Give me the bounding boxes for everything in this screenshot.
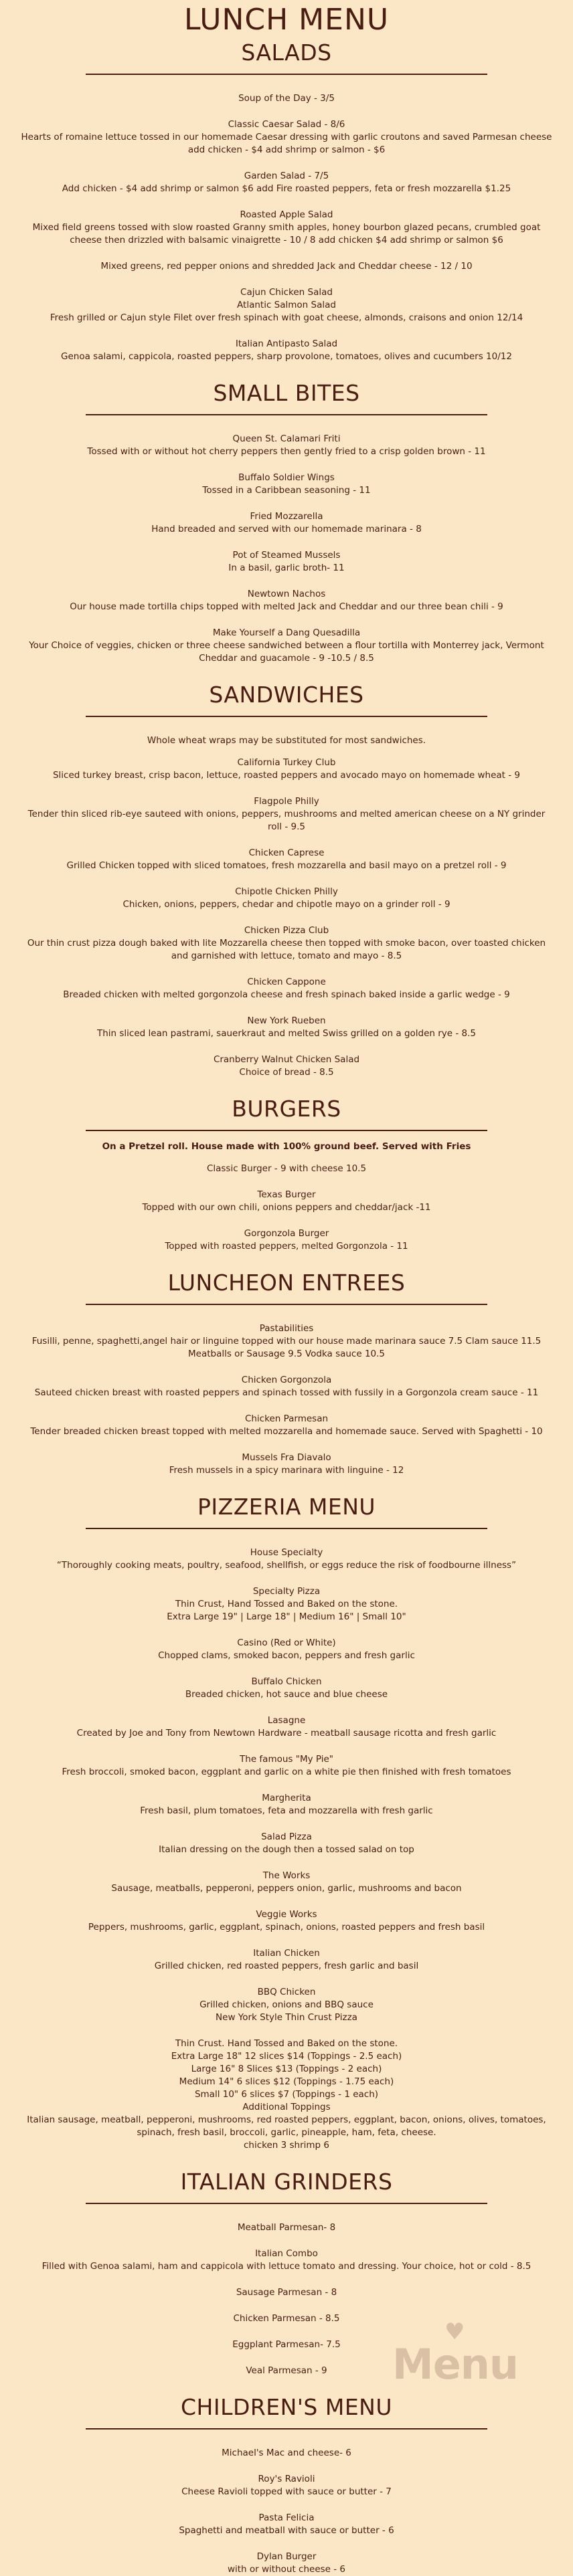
menu-item-description: Peppers, mushrooms, garlic, eggplant, spinach, onions, roasted peppers and fresh basil	[88, 1922, 485, 1933]
menu-item-name: Chicken Parmesan	[244, 1413, 329, 1424]
menu-item-description: Fresh mussels in a spicy marinara with linguine - 12	[169, 1465, 404, 1476]
menu-item	[20, 2221, 553, 2234]
menu-item	[20, 2286, 553, 2299]
menu-item	[20, 1870, 553, 1895]
menu-item-description: Grilled Chicken topped with sliced tomatoes, fresh mozzarella and basil mayo on a pretzel roll - 9	[66, 860, 507, 871]
menu-item-description: Sausage, meatballs, pepperoni, peppers onion, garlic, mushrooms and bacon	[111, 1883, 462, 1894]
menu-item	[20, 627, 553, 665]
section-divider	[86, 1304, 487, 1305]
watermark-text: Menu	[392, 2340, 519, 2389]
section-divider	[86, 2428, 487, 2430]
menu-item	[20, 795, 553, 833]
section-heading: LUNCHEON ENTREES	[167, 1270, 406, 1296]
menu-item	[20, 1585, 553, 1623]
menu-item-name: Dylan Burger	[256, 2551, 317, 2562]
menu-item-description: Spaghetti and meatball with sauce or butter - 6	[179, 2525, 394, 2536]
menu-item-description: Sauteed chicken breast with roasted peppers and spinach tossed with fussily in a Gorgonzola cream sauce - 11	[34, 1387, 539, 1398]
menu-item	[20, 1413, 553, 1438]
menu-item-description: Thin Crust, Hand Tossed and Baked on the stone. Extra Large 19" | Large 18" | Medium 16" | Small 10"	[167, 1599, 406, 1622]
section-divider	[86, 1130, 487, 1131]
section-heading: ITALIAN GRINDERS	[180, 2169, 393, 2195]
menu-item-description: Atlantic Salmon Salad Fresh grilled or Cajun style Filet over fresh spinach with goat cheese, almonds, craisons and onion 12/14	[50, 300, 523, 323]
menu-item-description: Thin sliced lean pastrami, sauerkraut and melted Swiss grilled on a golden rye - 8.5	[96, 1028, 477, 1039]
menu-item-name: Veal Parmesan - 9	[246, 2365, 327, 2376]
menu-item-description: Choice of bread - 8.5	[239, 1067, 334, 1078]
menu-item-name: Thin Crust. Hand Tossed and Baked on the stone.	[175, 2038, 398, 2049]
menu-item-description: Mixed field greens tossed with slow roasted Granny smith apples, honey bourbon glazed pecans, crumbled goat cheese then drizzled with balsamic vinaigrette - 10 / 8 add chicken $4 add shrimp or salmon $6	[32, 222, 541, 245]
menu-section	[0, 1492, 573, 2152]
menu-item-name: Garden Salad - 7/5	[244, 171, 329, 181]
menu-item-description: Add chicken - $4 add shrimp or salmon $6 add Fire roasted peppers, feta or fresh mozzarella $1.25	[62, 183, 511, 194]
menu-item	[20, 549, 553, 575]
menu-item	[20, 338, 553, 363]
menu-item	[20, 1452, 553, 1477]
menu-item	[20, 1676, 553, 1701]
menu-item	[20, 92, 553, 105]
menu-item-name: Chicken Cappone	[247, 977, 326, 987]
menu-item	[20, 588, 553, 613]
section-divider	[86, 74, 487, 75]
menu-item	[20, 1753, 553, 1779]
menu-section	[0, 2392, 573, 2576]
menu-item-description: Breaded chicken with melted gorgonzola cheese and fresh spinach baked inside a garlic wedge - 9	[63, 989, 510, 1000]
menu-item-description: Our thin crust pizza dough baked with lite Mozzarella cheese then topped with smoke bacon, over toasted chicken and garnished with lettuce, tomato and mayo - 8.5	[27, 938, 546, 961]
menu-item-description: “Thoroughly cooking meats, poultry, seafood, shellfish, or eggs reduce the risk of foodbourne illness”	[56, 1560, 517, 1571]
menu-section	[0, 680, 573, 1079]
menu-item-description: Tossed with or without hot cherry peppers then gently fried to a crisp golden brown - 11	[87, 446, 486, 457]
menu-item-description: Hearts of romaine lettuce tossed in our homemade Caesar dressing with garlic croutons and saved Parmesan cheese add chicken - $4 add shrimp or salmon - $6	[21, 132, 552, 155]
menu-item-name: Margherita	[262, 1793, 311, 1803]
menu-item-name: Make Yourself a Dang Quesadilla	[212, 627, 361, 638]
menu-sections	[0, 37, 573, 2576]
fork-knife-icon: ♥	[444, 2318, 465, 2345]
menu-item-name: Sausage Parmesan - 8	[236, 2287, 337, 2298]
menu-item-name: Pasta Felicia	[258, 2512, 315, 2523]
menu-item	[20, 2473, 553, 2498]
menu-item-name: House Specialty	[250, 1547, 323, 1558]
menu-item-name: Classic Caesar Salad - 8/6	[228, 119, 345, 130]
menu-item	[20, 1322, 553, 1361]
menu-item-name: Mussels Fra Diavalo	[242, 1452, 331, 1463]
menu-item-name: Buffalo Soldier Wings	[238, 472, 335, 483]
menu-item	[20, 1015, 553, 1040]
menu-item	[20, 2038, 553, 2152]
menu-item-description: Grilled chicken, red roasted peppers, fresh garlic and basil	[154, 1961, 419, 1971]
menu-item-description: Fresh broccoli, smoked bacon, eggplant and garlic on a white pie then finished with fresh tomatoes	[62, 1767, 511, 1777]
menu-item-name: The famous "My Pie"	[240, 1754, 333, 1765]
menu-item-description: Fusilli, penne, spaghetti,angel hair or linguine topped with our house made marinara sauce 7.5 Clam sauce 11.5 Meatballs or Sausage 9.5 Vodka sauce 10.5	[31, 1336, 542, 1359]
section-divider	[86, 716, 487, 717]
menu-item-description: Chopped clams, smoked bacon, peppers and fresh garlic	[158, 1650, 415, 1661]
menu-item-name: Soup of the Day - 3/5	[238, 93, 335, 104]
section-heading: BURGERS	[232, 1096, 341, 1122]
menu-item	[20, 1986, 553, 2024]
menu-item	[20, 2248, 553, 2273]
watermark	[392, 2320, 553, 2393]
menu-item	[20, 2551, 553, 2576]
menu-item-name: Queen St. Calamari Friti	[232, 433, 341, 444]
menu-item-name: Salad Pizza	[261, 1831, 312, 1842]
menu-section	[0, 1268, 573, 1477]
section-heading: SMALL BITES	[213, 380, 360, 406]
menu-item-name: BBQ Chicken	[257, 1987, 316, 1997]
menu-item	[20, 1054, 553, 1079]
menu-item	[20, 1792, 553, 1817]
section-divider	[86, 414, 487, 415]
menu-item	[20, 1163, 553, 1175]
menu-item-description: Sliced turkey breast, crisp bacon, lettuce, roasted peppers and avocado mayo on homemade wheat - 9	[52, 770, 521, 781]
menu-item	[20, 1831, 553, 1856]
menu-item-name: California Turkey Club	[237, 757, 336, 768]
menu-item-description: Genoa salami, cappicola, roasted peppers, sharp provolone, tomatoes, olives and cucumbers 10/12	[61, 351, 512, 362]
section-heading: CHILDREN'S MENU	[180, 2394, 393, 2420]
menu-item-description: Topped with our own chili, onions peppers and cheddar/jack -11	[142, 1202, 431, 1213]
menu-item	[20, 170, 553, 195]
menu-item-description: Tender breaded chicken breast topped with melted mozzarella and homemade sauce. Served with Spaghetti - 10	[30, 1426, 543, 1437]
menu-item-description: Your Choice of veggies, chicken or three cheese sandwiched between a flour tortilla with Monterrey jack, Vermont Cheddar and guacamole - 9 -10.5 / 8.5	[29, 640, 544, 664]
menu-item	[20, 1189, 553, 1214]
menu-item-description: Fresh basil, plum tomatoes, feta and mozzarella with fresh garlic	[140, 1805, 433, 1816]
menu-item-name: Buffalo Chicken	[251, 1676, 322, 1687]
menu-item-name: Chicken Pizza Club	[244, 925, 329, 936]
menu-item-description: Our house made tortilla chips topped with melted Jack and Cheddar and our three bean chili - 9	[70, 601, 503, 612]
section-note: On a Pretzel roll. House made with 100% ground beef. Served with Fries	[102, 1141, 471, 1152]
menu-item-name: Eggplant Parmesan- 7.5	[232, 2339, 341, 2350]
menu-item-description: Tossed in a Caribbean seasoning - 11	[202, 485, 371, 496]
menu-item-name: Cranberry Walnut Chicken Salad	[213, 1054, 360, 1065]
menu-item	[20, 1908, 553, 1934]
menu-item-description: Filled with Genoa salami, ham and cappicola with lettuce tomato and dressing. Your choice, hot or cold - 8.5	[42, 2261, 531, 2272]
menu-item-description: Extra Large 18" 12 slices $14 (Toppings - 2.5 each) Large 16" 8 Slices $13 (Toppings - 2 each) Medium 14" 6 slices $12 (Toppings - 1.75 each) Small 10" 6 slices $7 (Toppings - 1 each) Additional Toppings Italian sausage, meatball, pepperoni, mushrooms, red roasted peppers, eggplant, bacon, onions, olives, tomatoes, spinach, fresh basil, broccoli, garlic, pineapple, ham, feta, cheese. chicken 3 shrimp 6	[27, 2051, 546, 2151]
menu-item-description: with or without cheese - 6	[227, 2564, 346, 2575]
menu-item	[20, 976, 553, 1001]
menu-item	[20, 757, 553, 782]
menu-item-name: Lasagne	[267, 1715, 306, 1726]
menu-item	[20, 433, 553, 458]
section-note: Whole wheat wraps may be substituted for most sandwiches.	[147, 735, 426, 746]
menu-section	[0, 1094, 573, 1253]
menu-item-description: Cheese Ravioli topped with sauce or butter - 7	[181, 2486, 392, 2497]
menu-item-name: Flagpole Philly	[254, 796, 319, 807]
menu-item-name: Chipotle Chicken Philly	[235, 886, 338, 897]
menu-item	[20, 924, 553, 963]
menu-item-name: Michael's Mac and cheese- 6	[222, 2448, 351, 2458]
menu-item	[20, 209, 553, 247]
menu-section	[0, 378, 573, 665]
menu-item	[20, 886, 553, 911]
menu-item-name: Roy's Ravioli	[258, 2474, 315, 2484]
menu-title: LUNCH MENU	[183, 3, 390, 37]
menu-item	[20, 1227, 553, 1253]
menu-item-name: Classic Burger - 9 with cheese 10.5	[206, 1163, 367, 1174]
menu-item-name: Fried Mozzarella	[250, 511, 323, 522]
section-heading: SANDWICHES	[209, 682, 364, 708]
menu-item-name: New York Rueben	[247, 1015, 326, 1026]
menu-item	[20, 118, 553, 157]
section-divider	[86, 1528, 487, 1529]
menu-item	[20, 1374, 553, 1399]
menu-item	[20, 472, 553, 497]
menu-item-name: Roasted Apple Salad	[240, 209, 333, 220]
menu-item-description: Hand breaded and served with our homemade marinara - 8	[151, 524, 422, 534]
menu-item	[20, 510, 553, 536]
section-divider	[86, 2203, 487, 2204]
menu-item-description: Created by Joe and Tony from Newtown Hardware - meatball sausage ricotta and fresh garlic	[76, 1728, 497, 1739]
menu-item-description: Tender thin sliced rib-eye sauteed with onions, peppers, mushrooms and melted american cheese on a NY grinder roll - 9.5	[27, 809, 546, 832]
menu-item-name: Gorgonzola Burger	[244, 1228, 329, 1239]
menu-item-name: Chicken Caprese	[248, 848, 325, 858]
menu-item-name: Chicken Parmesan - 8.5	[233, 2313, 340, 2324]
menu-item-description: Topped with roasted peppers, melted Gorgonzola - 11	[165, 1241, 408, 1252]
menu-item-description: Grilled chicken, onions and BBQ sauce New York Style Thin Crust Pizza	[199, 1999, 374, 2023]
menu-item-description: In a basil, garlic broth- 11	[228, 563, 345, 573]
menu-item-name: Italian Antipasto Salad	[235, 338, 338, 349]
menu-item-name: Cajun Chicken Salad	[240, 287, 333, 298]
menu-item	[20, 1637, 553, 1662]
menu-section	[0, 37, 573, 363]
menu-item	[20, 1714, 553, 1740]
section-heading: SALADS	[241, 39, 332, 66]
menu-item-name: Veggie Works	[256, 1909, 317, 1920]
menu-item	[20, 2447, 553, 2460]
menu-item	[20, 1547, 553, 1572]
section-heading: PIZZERIA MENU	[197, 1494, 376, 1520]
menu-item	[20, 2512, 553, 2537]
menu-item-name: Pot of Steamed Mussels	[232, 550, 341, 561]
menu-item-name: Mixed greens, red pepper onions and shredded Jack and Cheddar cheese - 12 / 10	[100, 261, 473, 272]
menu-item-name: Chicken Gorgonzola	[241, 1375, 332, 1385]
menu-item	[20, 260, 553, 273]
menu-item-description: Chicken, onions, peppers, chedar and chipotle mayo on a grinder roll - 9	[122, 899, 451, 910]
menu-item	[20, 286, 553, 324]
menu-item	[20, 1947, 553, 1973]
menu-item-name: Newtown Nachos	[247, 589, 326, 599]
menu-item-name: Italian Combo	[255, 2248, 318, 2259]
menu-item	[20, 847, 553, 872]
menu-item-name: The Works	[262, 1870, 311, 1881]
menu-item-name: Italian Chicken	[253, 1948, 320, 1959]
menu-item-description: Italian dressing on the dough then a tossed salad on top	[159, 1844, 414, 1855]
menu-item-description: Breaded chicken, hot sauce and blue cheese	[185, 1689, 388, 1700]
menu-item-name: Specialty Pizza	[252, 1586, 321, 1597]
menu-item-name: Texas Burger	[257, 1189, 316, 1200]
menu-item-name: Casino (Red or White)	[237, 1638, 336, 1648]
menu-item-name: Pastabilities	[259, 1323, 314, 1334]
menu-item-name: Meatball Parmesan- 8	[237, 2222, 336, 2233]
